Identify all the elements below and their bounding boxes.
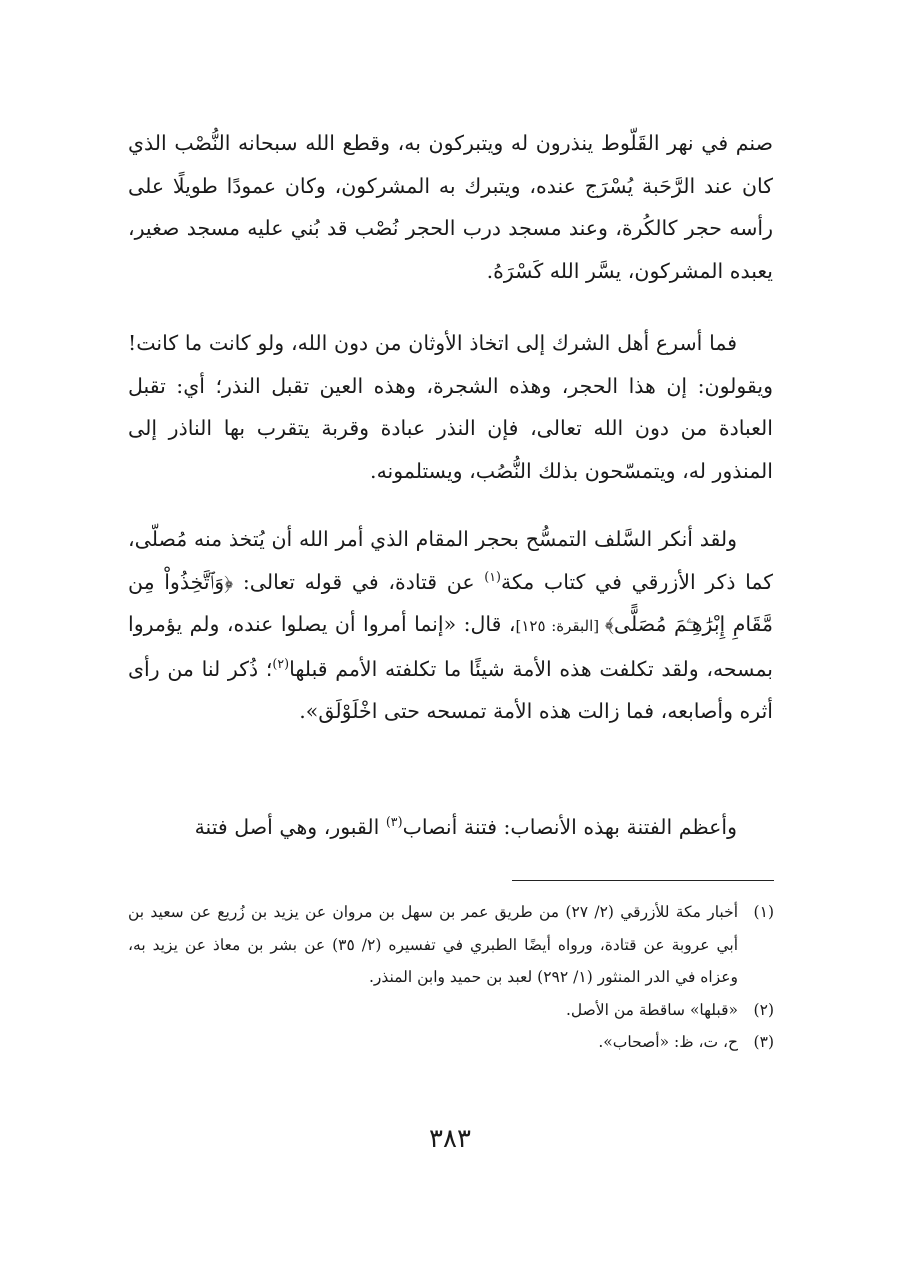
footnote-ref-3[interactable]: (٣) xyxy=(385,814,403,830)
footnote-ref-2[interactable]: (٢) xyxy=(272,655,290,671)
footnote-text: ح، ت، ظ: «أصحاب». xyxy=(598,1033,738,1051)
footnote-text: «قبلها» ساقطة من الأصل. xyxy=(565,1000,738,1019)
footnotes xyxy=(128,896,774,1059)
paragraph-3-part-b: عن قتادة، في قوله تعالى: xyxy=(233,569,485,594)
paragraph-3-part-a: ولقد أنكر السَّلف التمسُّح بحجر المقام الذي أمر الله أن يُتخذ منه مُصلّى، كما ذكر الأزرقي في كتاب مكة xyxy=(128,527,773,594)
footnote-number: (٣) xyxy=(753,1033,774,1051)
footnote-3 xyxy=(128,1026,774,1059)
paragraph-4-part-b: القبور، وهي أصل فتنة xyxy=(194,815,386,839)
paragraph-2: فما أسرع أهل الشرك إلى اتخاذ الأوثان من دون الله، ولو كانت ما كانت! ويقولون: إن هذا الحجر، وهذه الشجرة، وهذه العين تقبل النذر؛ أي: تقبل العبادة من دون الله تعالى، فإن النذر عبادة وقربة يتقرب بها الناذر إلى المنذور له، ويتمسّحون بذلك النُّصُب، ويستلمونه. xyxy=(128,331,773,483)
paragraph-4 xyxy=(128,806,773,849)
paragraph-1: صنم في نهر القَلّوط ينذرون له ويتبركون به، وقطع الله سبحانه النُّصْب الذي كان عند الرَّحَبة يُسْرَج عنده، ويتبرك به المشركون، وكان عمودًا طويلًا على رأسه حجر كالكُرة، وعند مسجد درب الحجر نُصْب قد بُني عليه مسجد صغير، يعبده المشركون، يسَّر الله كَسْرَهُ. xyxy=(128,131,773,283)
footnote-1 xyxy=(128,896,774,994)
paragraph-4-part-a: وأعظم الفتنة بهذه الأنصاب: فتنة أنصاب xyxy=(402,815,737,839)
footnote-2 xyxy=(128,994,774,1027)
footnote-ref-1[interactable]: (١) xyxy=(484,568,501,584)
verse-citation: [البقرة: ١٢٥] xyxy=(515,617,605,635)
footnote-text: أخبار مكة للأزرقي (٢/ ٢٧) من طريق عمر بن سهل بن مروان عن يزيد بن زُريع عن سعيد بن أبي عروبة عن قتادة، ورواه أيضًا الطبري في تفسيره (٢/ ٣٥) عن بشر بن معاذ عن يزيد به، وعزاه في الدر المنثور (١/ ٢٩٢) لعبد بن حميد وابن المنذر. xyxy=(128,903,739,986)
paragraph-3 xyxy=(128,518,773,733)
quran-verse: ﴿وَٱتَّخِذُواْ مِن مَّقَامِ إِبْرَٰهِـۧمَ مُصَلًّى﴾ xyxy=(128,569,773,636)
paragraph-3-part-c: ، قال: «إنما أمروا أن يصلوا عنده، ولم يؤمروا بمسحه، ولقد تكلفت هذه الأمة شيئًا ما تكلفته الأمم قبلها xyxy=(128,612,774,681)
paragraph-3-part-d: ؛ ذُكر لنا من رأى أثره وأصابعه، فما زالت هذه الأمة تمسحه حتى اخْلَوْلَق». xyxy=(128,656,773,723)
footnote-number: (٢) xyxy=(753,1000,774,1019)
footnote-number: (١) xyxy=(753,903,774,921)
page-number: ٣٨٣ xyxy=(429,1124,471,1154)
footnote-separator xyxy=(512,880,774,881)
